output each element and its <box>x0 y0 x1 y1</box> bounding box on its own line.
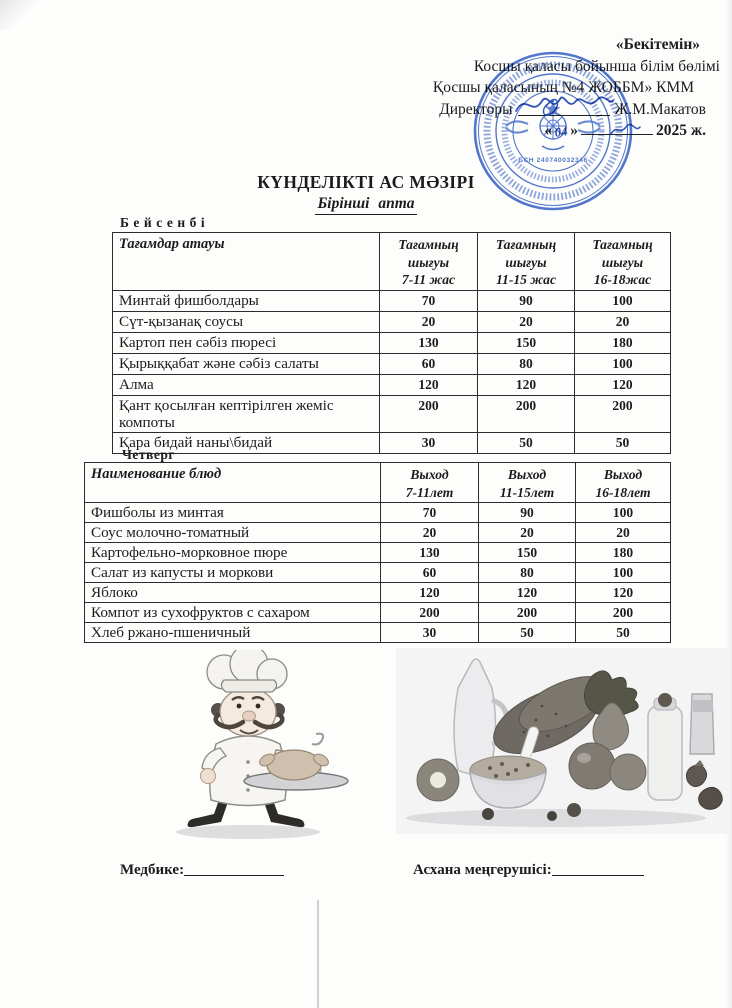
menu-row <box>113 396 671 433</box>
scan-corner-artifact <box>0 0 46 30</box>
column-header-output-11-15: Тағамның шығуы 11-15 жас <box>478 233 575 291</box>
org-line-1: Косшы қаласы бойынша білім бөлімі <box>473 57 720 75</box>
menu-row <box>85 543 671 563</box>
portion-cell: 150 <box>479 543 576 563</box>
year-label: 2025 ж. <box>656 122 706 139</box>
portion-cell: 90 <box>478 291 575 312</box>
portion-cell: 20 <box>478 312 575 333</box>
week-subtitle: Бірінші апта <box>0 195 732 215</box>
page-title: КҮНДЕЛІКТІ АС МӘЗІРІ <box>257 172 475 192</box>
scan-edge-shadow <box>726 0 732 1008</box>
nurse-signature-line <box>184 862 284 876</box>
portion-cell: 70 <box>380 291 478 312</box>
portion-cell: 200 <box>380 396 478 433</box>
day-label-kazakh: Бейсенбі <box>120 215 210 230</box>
menu-row <box>113 354 671 375</box>
menu-row <box>85 503 671 523</box>
header-row <box>85 463 671 503</box>
portion-cell: 90 <box>479 503 576 523</box>
portion-cell: 120 <box>479 583 576 603</box>
column-header-output-7-11: Выход 7-11лет <box>381 463 479 503</box>
menu-row <box>85 563 671 583</box>
menu-row <box>85 603 671 623</box>
portion-cell: 180 <box>575 333 671 354</box>
menu-row <box>113 291 671 312</box>
portion-cell: 60 <box>380 354 478 375</box>
column-header-output-16-18: Тағамның шығуы 16-18жас <box>575 233 671 291</box>
dish-name-cell: Фишболы из минтая <box>85 503 381 523</box>
portion-cell: 20 <box>575 312 671 333</box>
portion-cell: 20 <box>576 523 671 543</box>
portion-cell: 120 <box>381 583 479 603</box>
dish-name-cell: Хлеб ржано-пшеничный <box>85 623 381 643</box>
portion-cell: 180 <box>576 543 671 563</box>
portion-cell: 30 <box>381 623 479 643</box>
portion-cell: 200 <box>576 603 671 623</box>
quote-open: « <box>544 122 553 139</box>
portion-cell: 60 <box>381 563 479 583</box>
portion-cell: 30 <box>380 432 478 453</box>
portion-cell: 50 <box>478 432 575 453</box>
dish-name-cell: Қант қосылған кептірілген жеміс компоты <box>113 396 380 433</box>
dish-name-cell: Минтай фишболдары <box>113 291 380 312</box>
nurse-signature-row <box>120 860 284 879</box>
portion-cell: 150 <box>478 333 575 354</box>
stamp-bsn-number: БСН 240740032346 <box>518 157 588 164</box>
dish-name-cell: Салат из капусты и моркови <box>85 563 381 583</box>
food-still-life-photo <box>396 648 730 834</box>
menu-row <box>113 432 671 453</box>
quote-close: » <box>570 122 578 139</box>
dish-name-cell: Картофельно-морковное пюре <box>85 543 381 563</box>
portion-cell: 120 <box>478 375 575 396</box>
director-label: Директоры <box>439 100 513 118</box>
dish-name-cell: Картоп пен сәбіз пюресі <box>113 333 380 354</box>
scan-fold-line <box>317 900 319 1008</box>
header-row <box>113 233 671 291</box>
portion-cell: 20 <box>380 312 478 333</box>
portion-cell: 80 <box>479 563 576 583</box>
menu-row <box>85 523 671 543</box>
portion-cell: 50 <box>479 623 576 643</box>
column-header-output-16-18: Выход 16-18лет <box>576 463 671 503</box>
menu-row <box>85 623 671 643</box>
portion-cell: 200 <box>478 396 575 433</box>
menu-table-kazakh <box>112 232 671 454</box>
menu-row <box>113 312 671 333</box>
portion-cell: 100 <box>576 503 671 523</box>
dish-name-cell: Соус молочно-томатный <box>85 523 381 543</box>
nurse-label: Медбике: <box>120 862 185 878</box>
portion-cell: 200 <box>381 603 479 623</box>
menu-row <box>113 333 671 354</box>
canteen-manager-signature-row <box>413 860 644 879</box>
portion-cell: 50 <box>576 623 671 643</box>
portion-cell: 100 <box>575 291 671 312</box>
director-name: Ж.М.Макатов <box>614 100 706 118</box>
org-line-2: Қосшы қаласының №4 ЖОББМ» КММ <box>432 79 694 96</box>
column-header-dish-name: Наименование блюд <box>85 463 381 503</box>
portion-cell: 200 <box>575 396 671 433</box>
portion-cell: 130 <box>381 543 479 563</box>
portion-cell: 100 <box>576 563 671 583</box>
portion-cell: 80 <box>478 354 575 375</box>
approval-word: «Бекітемін» <box>615 36 700 53</box>
dish-name-cell: Қара бидай наны\бидай <box>113 432 380 453</box>
column-header-output-7-11: Тағамның шығуы 7-11 жас <box>380 233 478 291</box>
canteen-signature-line <box>552 862 644 876</box>
dish-name-cell: Қырыққабат және сәбіз салаты <box>113 354 380 375</box>
portion-cell: 130 <box>380 333 478 354</box>
portion-cell: 120 <box>576 583 671 603</box>
portion-cell: 120 <box>575 375 671 396</box>
portion-cell: 20 <box>479 523 576 543</box>
menu-row <box>113 375 671 396</box>
menu-table-russian <box>84 462 671 643</box>
handwritten-day: 04 <box>553 123 569 140</box>
portion-cell: 120 <box>380 375 478 396</box>
portion-cell: 50 <box>575 432 671 453</box>
portion-cell: 20 <box>381 523 479 543</box>
menu-row <box>85 583 671 603</box>
day-label-russian: Четверг <box>122 447 175 462</box>
column-header-dish-name: Тағамдар атауы <box>113 233 380 291</box>
chef-illustration <box>148 650 358 842</box>
column-header-output-11-15: Выход 11-15лет <box>479 463 576 503</box>
dish-name-cell: Алма <box>113 375 380 396</box>
portion-cell: 200 <box>479 603 576 623</box>
portion-cell: 100 <box>575 354 671 375</box>
dish-name-cell: Яблоко <box>85 583 381 603</box>
dish-name-cell: Сүт-қызанақ соусы <box>113 312 380 333</box>
portion-cell: 70 <box>381 503 479 523</box>
canteen-manager-label: Асхана меңгерушісі: <box>413 862 552 878</box>
dish-name-cell: Компот из сухофруктов с сахаром <box>85 603 381 623</box>
